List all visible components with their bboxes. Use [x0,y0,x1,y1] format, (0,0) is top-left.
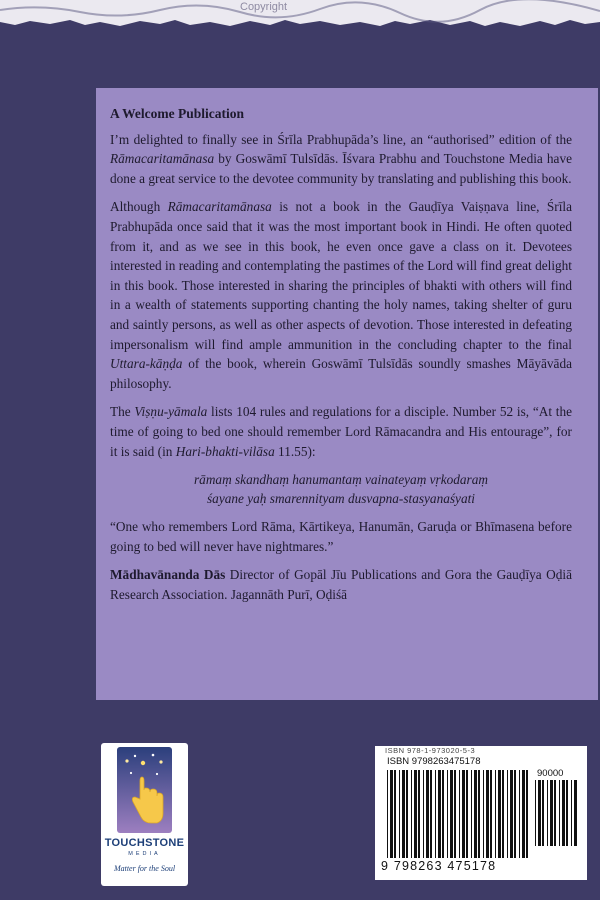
publisher-logo [101,743,188,886]
sanskrit-verse [110,470,572,508]
touchstone-hand-icon [113,747,176,835]
text-run: is not a book in the Gauḍīya Vaiṣṇava line, Śrīla Prabhupāda once said that it was the most important book in Hindi. He often quoted from it, and as we see in this book, he even once gave a class on it. Devotees interested in reading and contemplating the pastimes of the Lord will find great delight in this book. Those interested in sharing the principles of bhakti with others will find in a wealth of statements supporting chanting the holy names, taking shelter of guru and saintly persons, as well as other aspects of devotion. Those interested in defeating impersonalism will find ample ammunition in the concluding chapter to the final [110,199,572,352]
copyright-watermark: Copyright [240,1,288,13]
publisher-subname: MEDIA [128,851,161,857]
isbn-barcode [375,746,587,880]
text-run: lists 104 rules and regulations for a disciple. Number 52 is, “At the time of going to bed one should remember Lord Rāmacandra and His entourage”, for it is said (in [110,404,572,459]
book-title: Uttara-kāṇḍa [110,356,183,372]
publisher-name: TOUCHSTONE [104,837,185,849]
text-run: of the book, wherein Goswāmī Tulsīdās soundly smashes Māyāvāda philosophy. [110,356,572,391]
verse-line-1: rāmaṃ skandhaṃ hanumantaṃ vainateyaṃ vṛkodaraṃ [194,472,488,488]
blurb-paragraph-2 [110,197,572,393]
text-run: 11.55): [274,443,316,459]
blurb-panel [96,88,598,700]
torn-paper-top [0,0,600,30]
verse-translation: “One who remembers Lord Rāma, Kārtikeya, Hanumān, Garuḍa or Bhīmasena before going to bed will never have nightmares.” [110,519,572,554]
addon-barcode-bars [535,780,579,846]
signatory-name: Mādhavānanda Dās [110,567,226,583]
isbn-top-text: ISBN 978-1-973020-5-3 [385,746,476,755]
ean-digits: 9 798263 475178 [381,859,497,873]
text-run: by Goswāmī Tulsīdās. Īśvara Prabhu and Touchstone Media have done a great service to the devotee community by translating and publishing this book. [110,151,572,186]
text-run: Although [110,199,168,215]
ean-barcode-bars [387,770,529,858]
welcome-heading: A Welcome Publication [110,106,244,121]
blurb-paragraph-3 [110,402,572,461]
publisher-tagline: Matter for the Soul [113,864,176,873]
book-title: Hari-bhakti-vilāsa [175,443,275,459]
blurb-paragraph-1 [110,130,572,189]
price-code: 90000 [537,768,564,779]
text-run: I’m delighted to finally see in Śrīla Prabhupāda’s line, an “authorised” edition of the [110,131,572,147]
book-title: Rāmacaritamānasa [167,199,272,215]
verse-line-2: śayane yaḥ smarennityam dusvapna-stasyanaśyati [207,491,475,507]
text-run: The [110,404,135,420]
book-title: Viṣṇu-yāmala [134,404,208,420]
isbn-number: ISBN 9798263475178 [387,756,481,767]
signatory-title: Director of Gopāl Jīu Publications and Gora the Gauḍīya Oḍiā Research Association. Jagannāth Purī, Oḍiśā [110,567,572,602]
book-title: Rāmacaritamānasa [110,151,215,167]
torn-edge-graphic [0,0,600,34]
signature-paragraph [110,565,572,604]
